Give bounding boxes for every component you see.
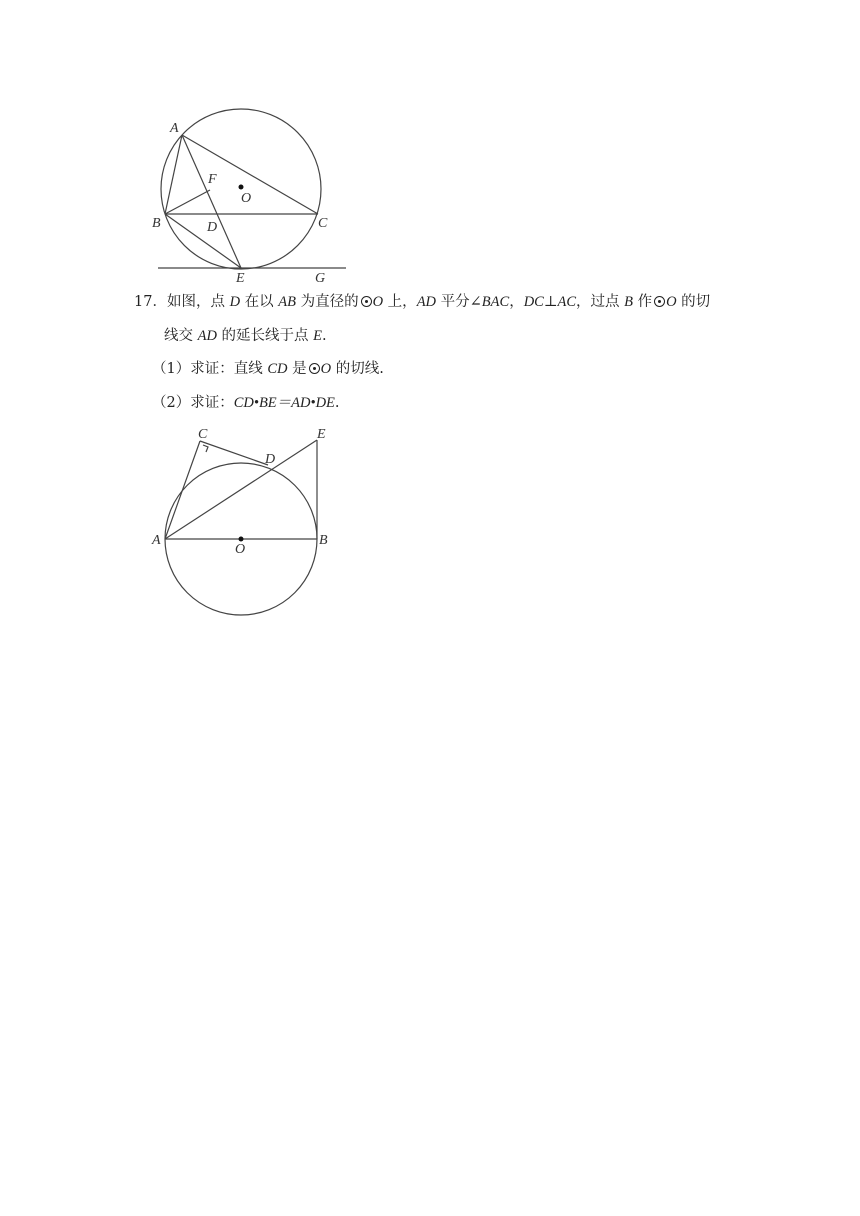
problem-17-part-2: （2）求证：CD•BE＝AD•DE.: [152, 395, 340, 411]
right-angle-mark-c: [203, 445, 208, 452]
label-c: C: [198, 427, 208, 442]
label-g: G: [315, 271, 326, 286]
segment-cd: [200, 441, 268, 465]
figure-2-circle-diagram: [0, 420, 860, 630]
label-e: E: [236, 271, 245, 286]
circle-dot-symbol-icon: [654, 296, 665, 307]
label-f: F: [208, 172, 217, 187]
segment-bf: [165, 190, 210, 214]
center-dot-o: [239, 537, 244, 542]
figure-1-circle-diagram: [0, 0, 860, 300]
label-a: A: [152, 533, 161, 548]
problem-17-part-1: （1）求证：直线 CD 是 O 的切线.: [152, 361, 384, 377]
label-c: C: [318, 216, 328, 231]
center-dot-o: [239, 185, 244, 190]
problem-17-line-1: 17．如图，点 D 在以 AB 为直径的 O 上，AD 平分∠BAC，DC⊥AC，过点 B 作 O 的切: [134, 294, 711, 310]
label-a: A: [170, 121, 179, 136]
segment-ae: [182, 135, 241, 268]
problem-number: 17．: [134, 294, 167, 310]
label-b: B: [319, 533, 328, 548]
label-b: B: [152, 216, 161, 231]
circle-dot-symbol-icon: [361, 296, 372, 307]
circle-dot-symbol-icon: [309, 363, 320, 374]
problem-17-line-2: 线交 AD 的延长线于点 E.: [164, 328, 327, 344]
label-o: O: [235, 542, 246, 557]
label-d: D: [207, 220, 218, 235]
segment-ac: [165, 441, 200, 539]
label-e: E: [317, 427, 326, 442]
label-d: D: [265, 452, 276, 467]
label-o: O: [241, 191, 252, 206]
